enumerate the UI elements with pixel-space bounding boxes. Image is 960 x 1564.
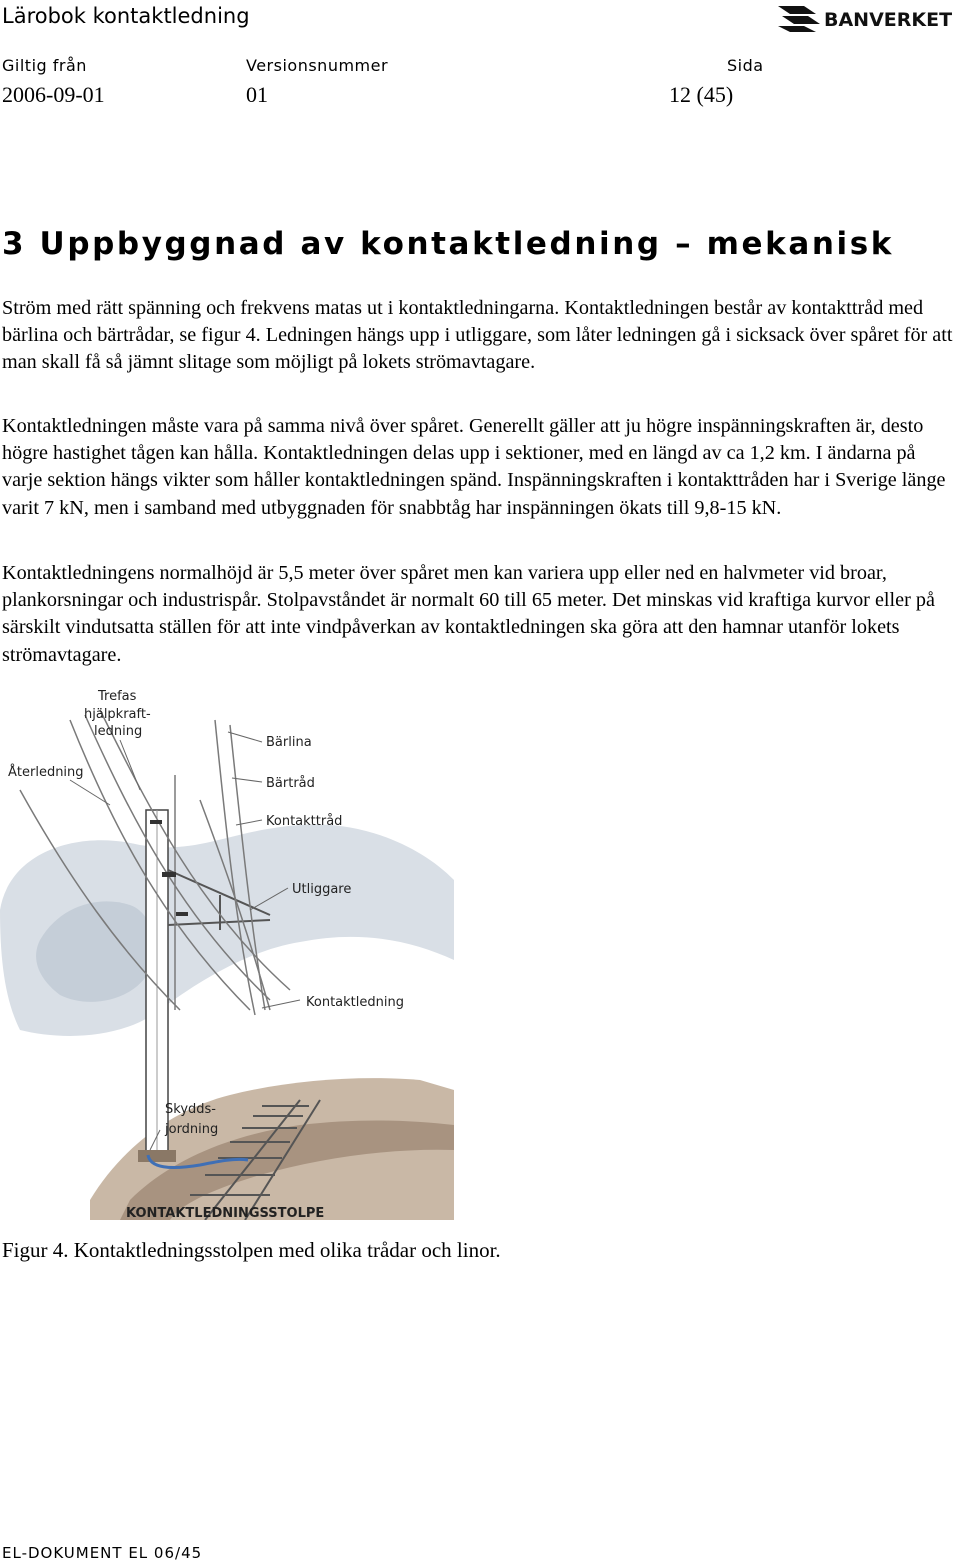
paragraph-3: Kontaktledningens normalhöjd är 5,5 meter över spåret men kan variera upp eller ned en halvmeter vid broar, plankorsningar och industrispår. Stolpavståndet är normalt 60 till 65 meter. Det minskas vid kraftiga kurvor eller på särskilt vindutsatta ställen för att inte vindpåverkan av kontaktledningen ska göra att den hamnar utanför lokets strömavtagare. <box>2 562 935 666</box>
version-value: 01 <box>246 82 268 107</box>
label-kontaktledning: Kontaktledning <box>306 995 404 1010</box>
banverket-logo-mark <box>776 2 952 34</box>
version-label: Versionsnummer <box>246 56 389 75</box>
valid-from-value: 2006-09-01 <box>2 82 105 107</box>
figure-caption: Figur 4. Kontaktledningsstolpen med olika trådar och linor. <box>2 1238 501 1262</box>
banverket-logo <box>776 2 952 34</box>
label-trefas-3: ledning <box>94 724 143 739</box>
paragraph-2: Kontaktledningen måste vara på samma nivå över spåret. Generellt gäller att ju högre inspänningskraften är, desto högre hastighet tågen kan hålla. Kontaktledningen delas upp i sektioner, med en längd av ca 1,2 km. I ändarna på varje sektion hängs vikter som håller kontaktledningen spänd. Inspänningskraften i kontakttråden har i Sverige länge varit 7 kN, men i samband med utbyggnaden för snabbtåg har inspänningen ökats till 9,8-15 kN. <box>2 415 946 519</box>
figure-illustration <box>0 680 454 1220</box>
label-trefas-1: Trefas <box>98 689 137 704</box>
label-skydds: Skydds- <box>165 1102 216 1117</box>
label-stolpe: KONTAKTLEDNINGSSTOLPE <box>126 1206 325 1220</box>
label-aterledning: Återledning <box>8 765 84 780</box>
label-jordning: jordning <box>165 1122 219 1137</box>
label-bartrad: Bärtråd <box>266 776 315 791</box>
label-barlina: Bärlina <box>266 735 312 750</box>
paragraph-1: Ström med rätt spänning och frekvens matas ut i kontaktledningarna. Kontaktledningen består av kontakttråd med bärlina och bärtrådar, se figur 4. Ledningen hängs upp i utliggare, som låter ledningen gå i sicksack över spåret för att man skall få så jämnt slitage som möjligt på lokets strömavtagare. <box>2 297 953 374</box>
label-utliggare: Utliggare <box>292 882 352 897</box>
footer-document-id: EL-DOKUMENT EL 06/45 <box>2 1544 203 1562</box>
label-kontakttrad: Kontakttråd <box>266 814 343 829</box>
label-trefas-2: hjälpkraft- <box>84 707 151 722</box>
section-heading: 3 Uppbyggnad av kontaktledning – mekanisk <box>2 226 895 262</box>
logo-text: BANVERKET <box>824 9 952 31</box>
page-label: Sida <box>727 56 764 75</box>
page-value: 12 (45) <box>669 82 734 107</box>
valid-from-label: Giltig från <box>2 56 87 75</box>
document-title: Lärobok kontaktledning <box>2 4 250 28</box>
catenary-pole-illustration <box>0 680 454 1220</box>
